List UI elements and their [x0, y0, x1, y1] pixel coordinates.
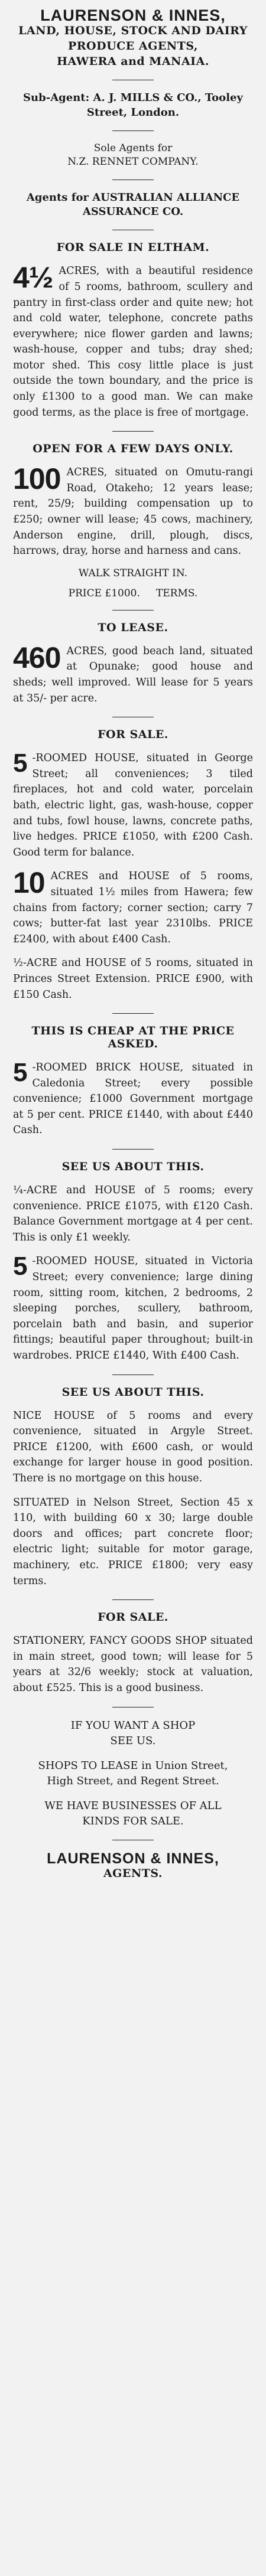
shop-note: [13, 1718, 253, 1749]
sole-agents-2: N.Z. RENNET COMPANY.: [67, 155, 199, 168]
section-cheap-2: ASKED.: [108, 1037, 158, 1051]
listing: [13, 1060, 253, 1138]
agents-line-2: ASSURANCE CO.: [82, 205, 184, 218]
listing: [13, 1253, 253, 1363]
listing-text: ACRES, with a beautiful residence of 5 rooms, bathroom, scullery and pantry in first-class order and quite new; hot and cold water, telephone, concrete paths everywhere; nice flower garden and lawns; wash-house, copper and tubs; dray shed; motor shed. This cosy little place is just outside the town boundary, and the price is only £1300 to a good man. We can make good terms, as the place is free of mortgage.: [13, 265, 253, 419]
listing-text: STATIONERY, FANCY GOODS SHOP situated in main street, good town; will lease for 5 years at 32/6 weekly; stock at valuation, about £525. This is a good business.: [13, 1635, 253, 1694]
listing-text: -ROOMED BRICK HOUSE, situated in Caledonia Street; every possible convenience; £1000 Government mortgage at 5 per cent. PRICE £1440, with about £440 Cash.: [13, 1062, 253, 1137]
section-lease: TO LEASE.: [98, 621, 168, 634]
agents-line-1: Agents for AUSTRALIAN ALLIANCE: [26, 191, 240, 204]
footer-agents: AGENTS.: [103, 1867, 163, 1880]
shops-to-lease: [13, 1758, 253, 1789]
divider: [112, 431, 154, 432]
listing: [13, 750, 253, 860]
business-line-1: LAND, HOUSE, STOCK AND DAIRY: [18, 24, 248, 38]
business-line-2: PRODUCE AGENTS,: [67, 39, 198, 53]
listing-text: ACRES, good beach land, situated at Opunake; good house and sheds; well improved. Will lease for 5 years at 35/- per acre.: [13, 645, 253, 704]
listing: [13, 866, 253, 947]
section-cheap-1: THIS IS CHEAP AT THE PRICE: [31, 1024, 235, 1038]
divider: [112, 1599, 154, 1600]
sole-agents-1: Sole Agents for: [93, 142, 173, 154]
price-label: PRICE £1000.: [68, 587, 140, 599]
shops-line-1: SHOPS TO LEASE in Union Street,: [38, 1759, 228, 1772]
shop-line-2: SEE US.: [110, 1734, 156, 1747]
listing-number: 5: [13, 1058, 28, 1088]
listing-number: 10: [13, 866, 45, 900]
listing: [13, 1408, 253, 1487]
listing-number: 5: [13, 1252, 28, 1281]
listing: [13, 641, 253, 706]
listing-text: ACRES and HOUSE of 5 rooms, situated 1½ miles from Hawera; few chains from factory; corner section; carry 7 cows; butter-fat last year 2310lbs. PRICE £2400, with about £400 Cash.: [13, 870, 253, 945]
business-line-3: HAWERA and MANAIA.: [57, 54, 209, 68]
listing: [13, 462, 253, 559]
footer-firm: LAURENSON & INNES,: [47, 1850, 219, 1867]
businesses-note: [13, 1798, 253, 1829]
section-open: OPEN FOR A FEW DAYS ONLY.: [33, 442, 233, 456]
listing: [13, 1495, 253, 1589]
sub-agent: Sub-Agent: A. J. MILLS & CO., Tooley Street, London.: [23, 92, 243, 119]
listing-number: 460: [13, 641, 61, 674]
shop-line-1: IF YOU WANT A SHOP: [70, 1719, 196, 1732]
section-sale-2: FOR SALE.: [98, 1611, 168, 1624]
biz-line-2: KINDS FOR SALE.: [82, 1814, 184, 1827]
listing-text: -ROOMED HOUSE, situated in George Street; all conveniences; 3 tiled fireplaces, hot and cold water, porcelain bath, electric light, gas, wash-house, copper and tubs, fowl house, lawns, concrete paths, live hedges. PRICE £1050, with £200 Cash. Good term for balance.: [13, 752, 253, 858]
listing: [13, 1183, 253, 1245]
listing: [13, 1633, 253, 1696]
section-see-us-1: SEE US ABOUT THIS.: [61, 1160, 205, 1174]
divider: [112, 1149, 154, 1150]
biz-line-1: WE HAVE BUSINESSES OF ALL: [44, 1799, 222, 1812]
section-see-us-2: SEE US ABOUT THIS.: [61, 1385, 205, 1399]
shops-line-2: High Street, and Regent Street.: [47, 1774, 219, 1787]
listing-number: 4½: [13, 261, 53, 295]
divider: [112, 1013, 154, 1014]
divider: [112, 179, 154, 180]
terms-label: TERMS.: [155, 587, 198, 599]
listing-number: 5: [13, 749, 28, 778]
divider: [112, 1374, 154, 1375]
listing-text: ¼-ACRE and HOUSE of 5 rooms; every convenience. PRICE £1075, with £120 Cash. Balance Government mortgage at 4 per cent. This is only £1 weekly.: [13, 1184, 253, 1243]
price-line: [13, 587, 253, 599]
listing-text: SITUATED in Nelson Street, Section 45 x 110, with building 60 x 30; large double doors and offices; part concrete floor; electric light; suitable for motor garage, machinery, etc. PRICE £1800; very easy terms.: [13, 1496, 253, 1587]
listing-text: -ROOMED HOUSE, situated in Victoria Street; every convenience; large dining room, sitting room, kitchen, 2 bedrooms, 2 sleeping porches, scullery, bathroom, porcelain bath and basin, and superior fittings; beautiful paper throughout; built-in wardrobes. PRICE £1440, With £400 Cash.: [13, 1255, 253, 1362]
listing-text: NICE HOUSE of 5 rooms and every convenience, situated in Argyle Street. PRICE £1200, with £600 cash, or would exchange for larger house in good position. There is no mortgage on this house.: [13, 1409, 253, 1484]
section-eltham: FOR SALE IN ELTHAM.: [56, 241, 210, 254]
walk-straight-in: WALK STRAIGHT IN.: [78, 567, 188, 579]
listing-text: ACRES, situated on Omutu-rangi Road, Otakeho; 12 years lease; rent, 25/9; building compensation up to £250; owner will lease; 45 cows, machinery, Anderson engine, drill, plough, discs, harrows, dray, horse and harness and cans.: [13, 466, 253, 557]
section-sale: FOR SALE.: [98, 728, 168, 742]
listing: [13, 955, 253, 1003]
divider: [112, 130, 154, 131]
listing-text: ½-ACRE and HOUSE of 5 rooms, situated in Princes Street Extension. PRICE £900, with £150 Cash.: [13, 957, 253, 1001]
listing: [13, 263, 253, 420]
firm-name: LAURENSON & INNES,: [40, 6, 226, 24]
listing-number: 100: [13, 462, 61, 496]
